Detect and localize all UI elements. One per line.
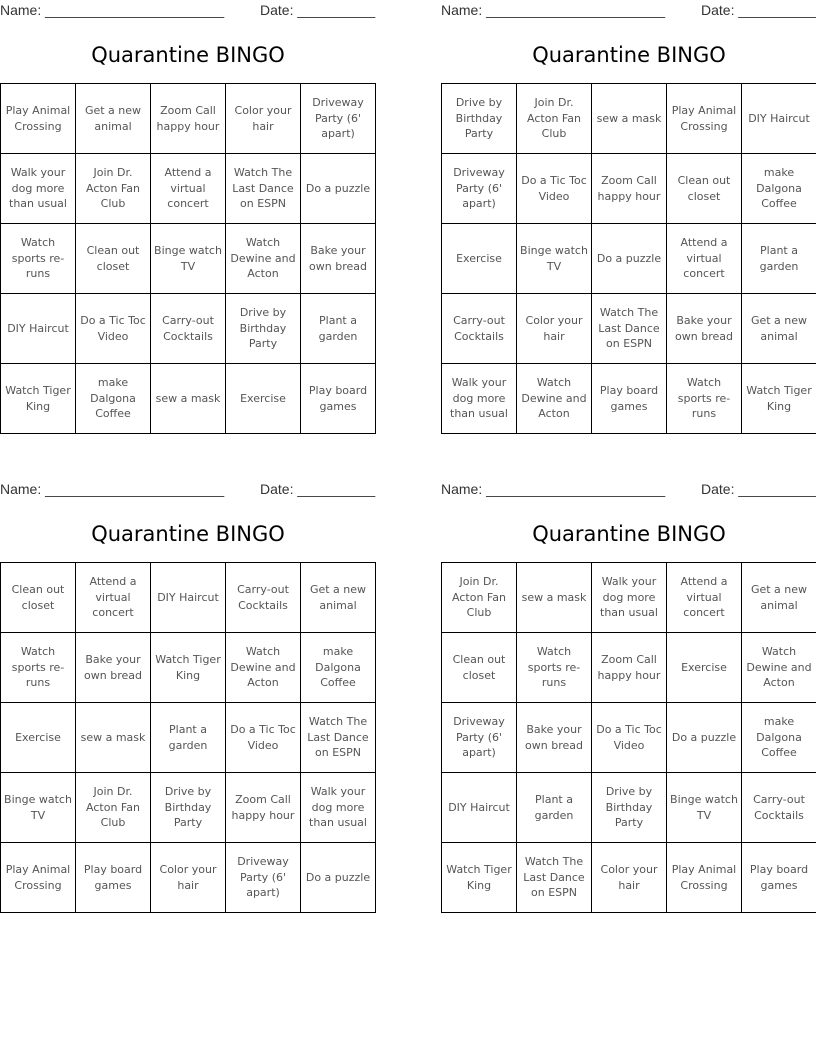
bingo-cell: Carry-out Cocktails bbox=[226, 563, 301, 633]
grid-row bbox=[1, 84, 376, 154]
bingo-cell: Binge watch TV bbox=[151, 224, 226, 294]
bingo-cell: Play Animal Crossing bbox=[667, 84, 742, 154]
bingo-cell: Join Dr. Acton Fan Club bbox=[517, 84, 592, 154]
grid-row bbox=[442, 773, 816, 843]
grid-row bbox=[442, 703, 816, 773]
bingo-cell: Clean out closet bbox=[667, 154, 742, 224]
bingo-cell: Exercise bbox=[667, 633, 742, 703]
bingo-cell: Clean out closet bbox=[76, 224, 151, 294]
grid-row bbox=[442, 633, 816, 703]
bingo-cell: Watch Tiger King bbox=[151, 633, 226, 703]
bingo-cell: Clean out closet bbox=[442, 633, 517, 703]
card-title: Quarantine BINGO bbox=[91, 43, 285, 67]
bingo-cell: Watch The Last Dance on ESPN bbox=[517, 843, 592, 913]
grid-row bbox=[442, 154, 816, 224]
bingo-cell: Do a puzzle bbox=[301, 843, 376, 913]
bingo-cell: Drive by Birthday Party bbox=[226, 294, 301, 364]
bingo-cell: Walk your dog more than usual bbox=[442, 364, 517, 434]
grid-row bbox=[442, 843, 816, 913]
bingo-cell: Get a new animal bbox=[742, 563, 816, 633]
bingo-cell: Play board games bbox=[76, 843, 151, 913]
bingo-cell: Walk your dog more than usual bbox=[301, 773, 376, 843]
card-header bbox=[0, 481, 376, 499]
grid-row bbox=[1, 563, 376, 633]
bingo-cell: Play Animal Crossing bbox=[667, 843, 742, 913]
name-field-label: Name: _______________________ bbox=[0, 481, 225, 497]
bingo-cell: make Dalgona Coffee bbox=[301, 633, 376, 703]
bingo-cell: Watch Dewine and Acton bbox=[226, 224, 301, 294]
grid-row bbox=[1, 154, 376, 224]
bingo-cell: Watch Tiger King bbox=[1, 364, 76, 434]
bingo-cell: Binge watch TV bbox=[517, 224, 592, 294]
bingo-cell: DIY Haircut bbox=[1, 294, 76, 364]
grid-row bbox=[442, 563, 816, 633]
bingo-cell: DIY Haircut bbox=[742, 84, 816, 154]
name-field-label: Name: _______________________ bbox=[0, 2, 225, 18]
bingo-cell: Color your hair bbox=[151, 843, 226, 913]
card-title: Quarantine BINGO bbox=[532, 522, 726, 546]
bingo-cell: Zoom Call happy hour bbox=[592, 154, 667, 224]
bingo-cell: Play board games bbox=[301, 364, 376, 434]
bingo-cell: Watch sports re-runs bbox=[1, 224, 76, 294]
date-field-label: Date: __________ bbox=[701, 481, 816, 497]
card-title: Quarantine BINGO bbox=[532, 43, 726, 67]
bingo-cell: Join Dr. Acton Fan Club bbox=[76, 154, 151, 224]
bingo-cell: Color your hair bbox=[517, 294, 592, 364]
grid-row bbox=[442, 224, 816, 294]
bingo-cell: Play board games bbox=[742, 843, 816, 913]
name-field-label: Name: _______________________ bbox=[441, 2, 666, 18]
bingo-cell: make Dalgona Coffee bbox=[742, 154, 816, 224]
bingo-cell: Binge watch TV bbox=[667, 773, 742, 843]
bingo-cell: Color your hair bbox=[592, 843, 667, 913]
bingo-cell: Do a puzzle bbox=[592, 224, 667, 294]
bingo-cell: Play board games bbox=[592, 364, 667, 434]
bingo-cell: Watch sports re-runs bbox=[1, 633, 76, 703]
bingo-cell: sew a mask bbox=[151, 364, 226, 434]
bingo-grid bbox=[0, 562, 376, 913]
grid-row bbox=[1, 364, 376, 434]
bingo-grid bbox=[441, 562, 816, 913]
bingo-cell: Do a Tic Toc Video bbox=[592, 703, 667, 773]
bingo-cell: Join Dr. Acton Fan Club bbox=[442, 563, 517, 633]
card-header bbox=[0, 2, 376, 20]
grid-row bbox=[442, 84, 816, 154]
bingo-cell: Plant a garden bbox=[301, 294, 376, 364]
bingo-cell: Watch The Last Dance on ESPN bbox=[592, 294, 667, 364]
name-field-label: Name: _______________________ bbox=[441, 481, 666, 497]
bingo-cell: Attend a virtual concert bbox=[151, 154, 226, 224]
bingo-cell: Drive by Birthday Party bbox=[151, 773, 226, 843]
bingo-cell: Plant a garden bbox=[517, 773, 592, 843]
date-field-label: Date: __________ bbox=[701, 2, 816, 18]
bingo-cell: Get a new animal bbox=[301, 563, 376, 633]
bingo-cell: Carry-out Cocktails bbox=[742, 773, 816, 843]
card-header bbox=[441, 2, 816, 20]
grid-row bbox=[442, 364, 816, 434]
bingo-cell: Attend a virtual concert bbox=[667, 563, 742, 633]
bingo-cell: Color your hair bbox=[226, 84, 301, 154]
grid-row bbox=[442, 294, 816, 364]
bingo-cell: Driveway Party (6' apart) bbox=[301, 84, 376, 154]
bingo-cell: Watch sports re-runs bbox=[667, 364, 742, 434]
bingo-cell: Exercise bbox=[442, 224, 517, 294]
bingo-cell: Watch sports re-runs bbox=[517, 633, 592, 703]
grid-row bbox=[1, 703, 376, 773]
bingo-cell: Zoom Call happy hour bbox=[592, 633, 667, 703]
bingo-cell: Zoom Call happy hour bbox=[151, 84, 226, 154]
bingo-cell: Walk your dog more than usual bbox=[592, 563, 667, 633]
card-header bbox=[441, 481, 816, 499]
bingo-cell: Do a puzzle bbox=[301, 154, 376, 224]
bingo-cell: Play Animal Crossing bbox=[1, 84, 76, 154]
date-field-label: Date: __________ bbox=[260, 481, 376, 497]
card-title: Quarantine BINGO bbox=[91, 522, 285, 546]
bingo-cell: Plant a garden bbox=[742, 224, 816, 294]
bingo-cell: Get a new animal bbox=[76, 84, 151, 154]
bingo-cell: Bake your own bread bbox=[517, 703, 592, 773]
bingo-cell: Driveway Party (6' apart) bbox=[442, 154, 517, 224]
bingo-cell: make Dalgona Coffee bbox=[76, 364, 151, 434]
bingo-cell: Do a Tic Toc Video bbox=[226, 703, 301, 773]
bingo-cell: Attend a virtual concert bbox=[76, 563, 151, 633]
grid-row bbox=[1, 843, 376, 913]
bingo-cell: Bake your own bread bbox=[301, 224, 376, 294]
bingo-cell: sew a mask bbox=[517, 563, 592, 633]
bingo-cell: sew a mask bbox=[592, 84, 667, 154]
grid-row bbox=[1, 633, 376, 703]
bingo-cell: DIY Haircut bbox=[151, 563, 226, 633]
bingo-cell: make Dalgona Coffee bbox=[742, 703, 816, 773]
bingo-cell: DIY Haircut bbox=[442, 773, 517, 843]
bingo-cell: Join Dr. Acton Fan Club bbox=[76, 773, 151, 843]
bingo-cell: Watch Tiger King bbox=[742, 364, 816, 434]
bingo-cell: Plant a garden bbox=[151, 703, 226, 773]
bingo-cell: Watch Dewine and Acton bbox=[226, 633, 301, 703]
bingo-cell: Exercise bbox=[1, 703, 76, 773]
bingo-cell: Carry-out Cocktails bbox=[151, 294, 226, 364]
bingo-cell: Get a new animal bbox=[742, 294, 816, 364]
bingo-cell: Play Animal Crossing bbox=[1, 843, 76, 913]
bingo-cell: Clean out closet bbox=[1, 563, 76, 633]
grid-row bbox=[1, 224, 376, 294]
bingo-cell: sew a mask bbox=[76, 703, 151, 773]
bingo-cell: Watch Dewine and Acton bbox=[517, 364, 592, 434]
grid-row bbox=[1, 294, 376, 364]
date-field-label: Date: __________ bbox=[260, 2, 376, 18]
bingo-cell: Driveway Party (6' apart) bbox=[442, 703, 517, 773]
bingo-cell: Do a Tic Toc Video bbox=[76, 294, 151, 364]
bingo-cell: Watch Dewine and Acton bbox=[742, 633, 816, 703]
bingo-cell: Watch Tiger King bbox=[442, 843, 517, 913]
bingo-cell: Do a Tic Toc Video bbox=[517, 154, 592, 224]
bingo-cell: Do a puzzle bbox=[667, 703, 742, 773]
bingo-cell: Drive by Birthday Party bbox=[442, 84, 517, 154]
bingo-cell: Attend a virtual concert bbox=[667, 224, 742, 294]
bingo-cell: Carry-out Cocktails bbox=[442, 294, 517, 364]
bingo-cell: Walk your dog more than usual bbox=[1, 154, 76, 224]
bingo-cell: Zoom Call happy hour bbox=[226, 773, 301, 843]
bingo-cell: Drive by Birthday Party bbox=[592, 773, 667, 843]
bingo-cell: Driveway Party (6' apart) bbox=[226, 843, 301, 913]
bingo-cell: Watch The Last Dance on ESPN bbox=[226, 154, 301, 224]
bingo-grid bbox=[0, 83, 376, 434]
grid-row bbox=[1, 773, 376, 843]
bingo-cell: Bake your own bread bbox=[76, 633, 151, 703]
bingo-cell: Exercise bbox=[226, 364, 301, 434]
bingo-grid bbox=[441, 83, 816, 434]
bingo-cell: Bake your own bread bbox=[667, 294, 742, 364]
bingo-cell: Watch The Last Dance on ESPN bbox=[301, 703, 376, 773]
bingo-cell: Binge watch TV bbox=[1, 773, 76, 843]
